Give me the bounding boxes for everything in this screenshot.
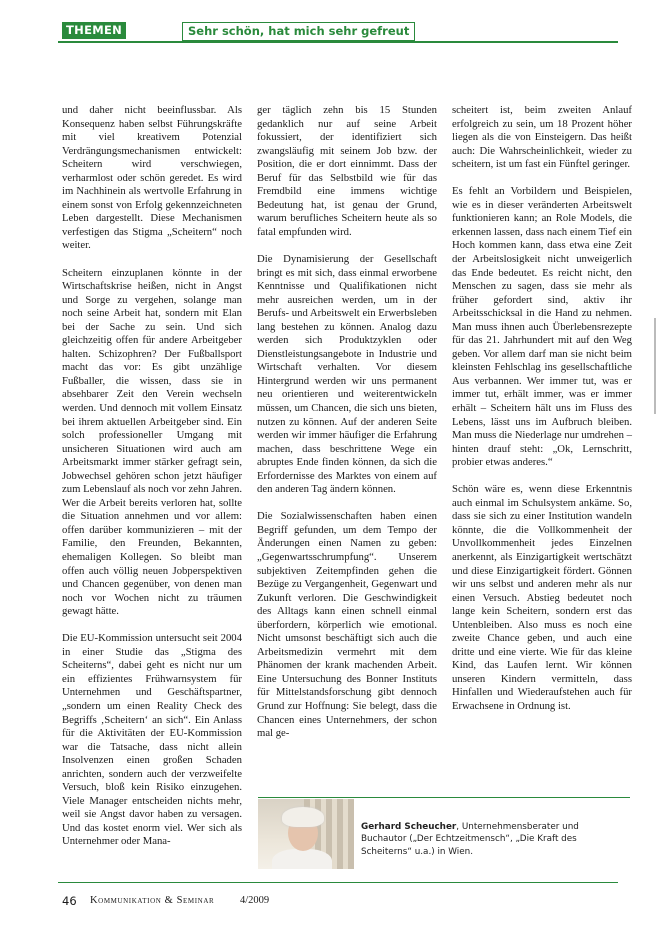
magazine-name: Kommunikation & Seminar [90,895,215,906]
paragraph: ger täglich zehn bis 15 Stunden gedanklich nur auf seine Arbeit fokussiert, der identifiziert sich zwangsläufig mit seinem Job bzw. der Position, die er dort einnimmt. Dass der Beruf für das Selbstbild wie für das Fremdbild eine immens wichtige Bedeutung hat, ist genau der Grund, warum berufliches Scheitern heute als so fatal empfunden wird. [257,104,437,238]
page-number: 46 [62,894,77,908]
text-column-2 [257,104,437,754]
photo-figure-body [272,849,332,869]
article-title: Sehr schön, hat mich sehr gefreut [182,22,415,41]
paragraph: Es fehlt an Vorbildern und Beispielen, wie es in dieser veränderten Arbeitswelt funktionieren kann; an Role Models, die erkennen lassen, dass nach einem Tief ein Hoch kommen kann, dass etwa eine Zeit der Arbeitslosigkeit nicht unweigerlich das Ende bedeutet. Es reicht nicht, den Menschen zu sagen, dass sie mehr als früher gefordert sind, aktiv ihr Arbeitsschicksal in die Hand zu nehmen. Man muss ihnen auch Überlebensrezepte für das 21. Jahrhundert mit auf den Weg geben. Vor allem darf man sie nicht beim kleinsten Fehlschlag ins gesellschaftliche Aus verbannen. Wer immer tut, was er immer tut, erhält immer, was er immer erhält – Scheitern hält uns im Fluss des Lebens, lässt uns im Aufbruch bleiben. Man muss die Niederlage nur umdrehen – hinten drauf steht: „Ok, Lernschritt, probier etwas anderes.“ [452,185,632,469]
text-column-3 [452,104,632,727]
section-header [58,23,618,43]
paragraph: Die Sozialwissenschaften haben einen Begriff gefunden, um dem Tempo der Änderungen einen Namen zu geben: „Gegenwartsschrumpfung“. Unserem subjektiven Zeitempfinden gehen die Bezüge zu Vergangenheit, Gegenwart und Zukunft verloren. Die Geschwindigkeit des Alltags kann einen schnell einmal überfordern, körperlich wie emotional. Nicht umsonst beschäftigt sich auch die Arbeitsmedizin vermehrt mit dem Phänomen der krank machenden Arbeit. Eine Untersuchung des Bonner Instituts für Mittelstandsforschung gibt dennoch Grund zur Hoffnung: Sie belegt, dass die Chancen eines Unternehmers, der schon mal ge- [257,510,437,740]
section-tag: THEMEN [62,22,126,39]
paragraph: Scheitern einzuplanen könnte in der Wirtschaftskrise heißen, nicht in Angst und Sorge zu vergehen, solange man noch seine Arbeit hat, sondern mit Elan bei der Sache zu sein. Und sich gleichzeitig offen für andere Arbeitgeber halten. Schizophren? Der Fußballsport macht das vor: Es gibt unzählige Fußballer, die wissen, dass sie in absehbarer Zeit den Verein wechseln werden. Und dennoch mit vollem Einsatz bei ihrem aktuellen Arbeitgeber sind. Ein solch professioneller Umgang mit unsicheren Situationen wird auch am Arbeitsmarkt immer stärker gefragt sein, Jobwechsel gehören schon jetzt häufiger zum Lebenslauf als noch vor zehn Jahren. Wer die Arbeit bereits verloren hat, sollte die Situation annehmen und vor allem: offen darüber kommunizieren – mit der Familie, den Freunden, Bekannten, ehemaligen Kollegen. So bleibt man offen auch völlig neuen Jobperspektiven und Chancen gegenüber, von denen man noch vor Wochen nicht zu träumen gewagt hätte. [62,266,242,618]
paragraph: Die Dynamisierung der Gesellschaft bringt es mit sich, dass einmal erworbene Kenntnisse und Qualifikationen nicht mehr ausreichen werden, um in der Berufs- und Arbeitswelt ein Erwerbsleben lang bestehen zu können. Analog dazu werden sich Produktzyklen oder Dienstleistungsangebote in Industrie und Wirtschaft verhalten. Vor diesem Hintergrund werden wir uns permanent neu orientieren und weiterentwickeln müssen, um Chancen, die sich uns bieten, nutzen zu können. Auf der anderen Seite werden wir immer häufiger die Erfahrung machen, dass beschrittene Wege ein abruptes Ende finden können, da sich die Erfordernisse des Marktes von einem auf den anderen Tag ändern können. [257,252,437,496]
author-description: , Unternehmensberater und Buchautor („Der Echtzeitmensch“, „Die Kraft des Scheiterns“ u.a.) in Wien. [361,822,579,857]
text-column-1 [62,104,242,862]
paragraph: scheitert ist, beim zweiten Anlauf erfolgreich zu sein, um 18 Prozent höher liegen als die von Einsteigern. Das heißt auch: Die Wahrscheinlichkeit, wieder zu scheitern, ist um fast ein Fünftel geringer. [452,104,632,171]
author-box [258,797,630,875]
photo-figure-hair [282,807,324,827]
paragraph: Schön wäre es, wenn diese Erkenntnis auch einmal im Schulsystem ankäme. So, dass sie sich zu einer Institution wandeln könnte, die die Vollkommenheit der Unvollkommenheit jedes Einzelnen anerkennt, als Einzigartigkeit wertschätzt und diese Einzigartigkeit fördert. Gönnen wir uns selbst und anderen mehr als nur einen Versuch. Abstieg bedeutet noch lange kein Scheitern, sondern erst das Untenbleiben. Also muss es noch eine zweite Chance geben, und auch eine dritte und eine vierte. Wie für das kleine Kind, das Laufen lernt. Wir können unseren Kindern vermitteln, dass Hinfallen und Wiederaufstehen auch für Erwachsene in Ordnung ist. [452,483,632,712]
footer-divider [58,882,618,883]
author-name: Gerhard Scheucher [361,822,457,832]
author-bio [361,821,627,858]
author-divider [258,797,630,798]
author-photo [258,799,354,869]
paragraph: Die EU-Kommission untersucht seit 2004 in einer Studie das „Stigma des Scheiterns“, dabei geht es nicht nur um ein effizientes Frühwarnsystem für Unternehmen und Geschäftspartner, „sondern um einen Reality Check des Begriffs ‚Scheitern‘ an sich“. Ein Anlass für die Aktivitäten der EU-Kommission war die Tatsache, dass nicht allein Insolvenzen einen großen Schaden anrichten, sondern auch der verzweifelte Versuch, bloß kein Risiko einzugehen. Viele Manager entscheiden nichts mehr, weil sie Angst davor haben zu versagen. Und das kostet enorm viel. Wer sich als Unternehmer oder Mana- [62,632,242,848]
issue-number: 4/2009 [240,895,270,906]
paragraph: und daher nicht beeinflussbar. Als Konsequenz haben selbst Führungskräfte mit viel kreativem Potenzial Verdrängungsmechanismen entwickelt: Scheitern wird verschwiegen, verharmlost oder schön geredet. Es wird im Nachhinein als wertvolle Erfahrung in einem sonst von Erfolg gekennzeichneten Leben dargestellt. Diese Mechanismen verfestigen das Stigma „Scheitern“ noch weiter. [62,104,242,252]
